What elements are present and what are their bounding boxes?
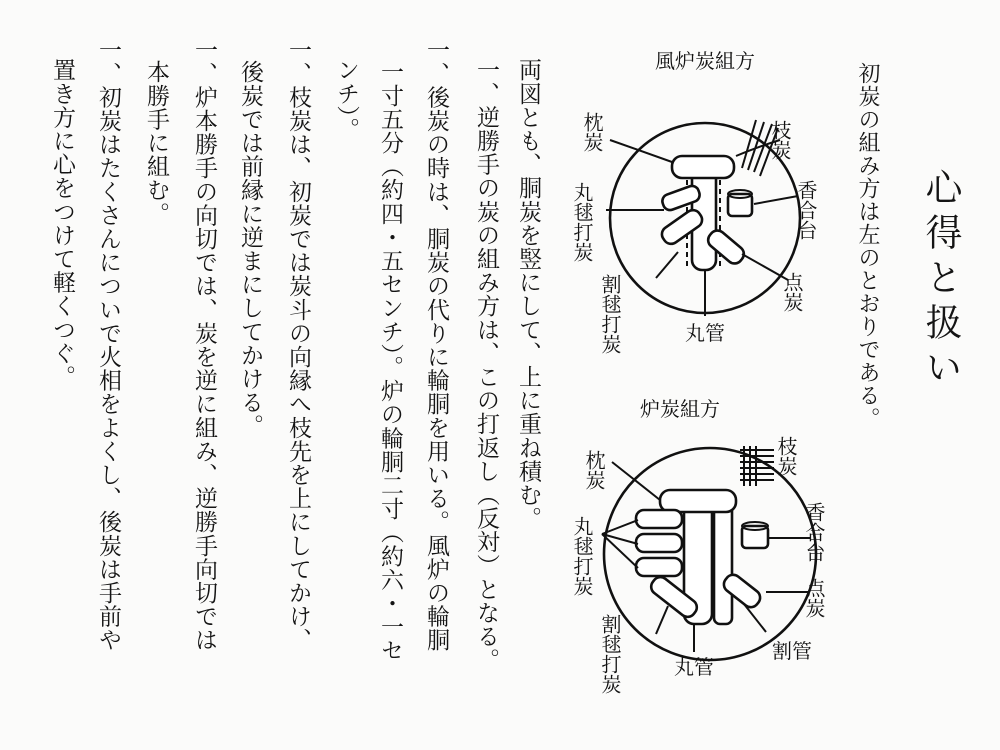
text-column-7: 後炭では前縁に逆まにしてかける。 xyxy=(237,60,263,438)
text-column-8: 一、炉本勝手の向切では、炭を逆に組み、逆勝手向切では xyxy=(191,38,217,652)
ro-label-warikuda: 割管 xyxy=(772,639,812,663)
text-column-9: 本勝手に組む。 xyxy=(143,60,169,226)
furo-label-marukuda: 丸管 xyxy=(685,321,725,345)
text-column-2: 一、逆勝手の炭の組み方は、この打返し（反対）となる。 xyxy=(473,58,499,672)
ro-label-marugitcho: 丸毬打炭 xyxy=(570,516,594,596)
text-column-6: 一、枝炭は、初炭では炭斗の向縁へ枝先を上にしてかけ、 xyxy=(285,38,311,652)
furo-label-marugitcho: 丸毬打炭 xyxy=(570,182,594,262)
furo-label-edashi: 枝炭 xyxy=(768,120,792,160)
ro-label-tenzumi: 点炭 xyxy=(802,578,826,618)
ro-label-kogo: 香合台 xyxy=(802,502,826,562)
text-column-11: 置き方に心をつけて軽くつぐ。 xyxy=(49,58,75,389)
ro-charcoal-diagram xyxy=(560,392,850,732)
text-column-5: ンチ）。 xyxy=(333,58,359,141)
ro-label-makura: 枕炭 xyxy=(582,450,606,490)
ro-label-warigitcho: 割毬打炭 xyxy=(598,614,622,694)
furo-label-tenzumi: 点炭 xyxy=(780,272,804,312)
page-title: 心得と扱い xyxy=(919,168,962,393)
furo-label-kogo: 香合台 xyxy=(794,180,818,240)
intro-text: 初炭の組み方は左のとおりである。 xyxy=(855,62,880,430)
furo-diagram-caption: 風炉炭組方 xyxy=(655,49,755,73)
text-column-10: 一、初炭はたくさんについで火相をよくし、後炭は手前や xyxy=(95,38,121,652)
ro-diagram-caption: 炉炭組方 xyxy=(640,397,720,421)
text-column-1: 両図とも、胴炭を竪にして、上に重ね積む。 xyxy=(515,58,541,530)
furo-charcoal-diagram xyxy=(560,48,850,368)
furo-label-makura: 枕炭 xyxy=(580,112,604,152)
furo-label-warigitcho: 割毬打炭 xyxy=(598,274,622,354)
ro-label-edashi: 枝炭 xyxy=(774,436,798,476)
text-column-3: 一、後炭の時は、胴炭の代りに輪胴を用いる。風炉の輪胴 xyxy=(423,38,449,652)
ro-label-marukuda: 丸管 xyxy=(674,655,714,679)
text-column-4: 一寸五分（約四・五センチ）。炉の輪胴二寸（約六・一セ xyxy=(377,60,403,663)
